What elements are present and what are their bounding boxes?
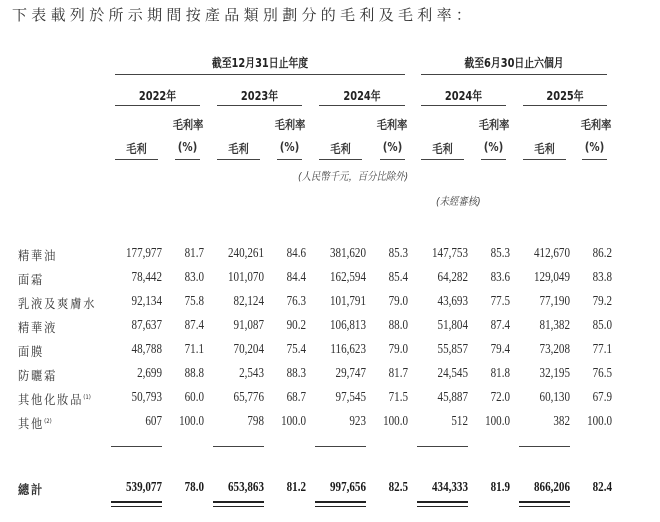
row-label (18, 318, 57, 336)
gross-profit-cell: 2,699 (137, 365, 162, 380)
row-label (18, 342, 44, 360)
row-label-text: 面霜 (18, 272, 45, 287)
gross-profit-cell: 50,793 (131, 389, 162, 404)
gross-profit-cell: 60,130 (539, 389, 570, 404)
subheader-rule (217, 159, 260, 160)
year-header-2022: 2022年 (138, 89, 177, 103)
total-value: 997,656 (330, 479, 366, 494)
gross-profit-cell: 512 (451, 413, 468, 428)
gross-margin-cell: 72.0 (490, 389, 510, 404)
gross-margin-cell: 85.4 (388, 269, 408, 284)
footnote-marker: (1) (83, 394, 91, 401)
gross-profit-cell: 45,887 (437, 389, 468, 404)
margin-header-bottom: (%) (584, 140, 605, 154)
gross-profit-header: 毛利 (432, 142, 453, 156)
gross-margin-cell: 81.7 (184, 245, 204, 260)
row-label (18, 246, 57, 264)
gross-margin-cell: 71.1 (184, 341, 204, 356)
gross-margin-cell: 83.6 (490, 269, 510, 284)
margin-header-bottom: (%) (382, 140, 403, 154)
gross-margin-cell: 83.0 (184, 269, 204, 284)
gross-profit-cell: 65,776 (233, 389, 264, 404)
year-header-2024-h1: 2024年 (444, 89, 483, 103)
group-rule-six-months (421, 74, 607, 75)
gross-margin-cell: 87.4 (490, 317, 510, 332)
gross-profit-cell: 923 (349, 413, 366, 428)
unaudited-note: (未經審核) (436, 195, 481, 208)
gross-profit-cell: 64,282 (437, 269, 468, 284)
gross-profit-cell: 91,087 (233, 317, 264, 332)
gross-margin-cell: 85.0 (592, 317, 612, 332)
gross-profit-cell: 798 (247, 413, 264, 428)
total-value: 78.0 (184, 479, 204, 494)
gross-margin-cell: 85.3 (388, 245, 408, 260)
gross-margin-cell: 79.0 (388, 341, 408, 356)
row-label-text: 面膜 (18, 344, 45, 359)
total-label: 總計 (18, 482, 45, 497)
gross-profit-cell: 240,261 (228, 245, 264, 260)
gross-margin-cell: 71.5 (388, 389, 408, 404)
year-header-2025-h1: 2025年 (546, 89, 584, 103)
margin-header-top: 毛利率 (274, 118, 306, 132)
gross-margin-cell: 67.9 (592, 389, 612, 404)
year-rule (421, 105, 506, 106)
footnote-marker: (2) (44, 418, 52, 425)
gross-margin-cell: 100.0 (587, 413, 612, 428)
year-header-2024-fy: 2024年 (343, 89, 381, 103)
margin-header-bottom: (%) (177, 140, 198, 154)
gross-profit-header: 毛利 (330, 142, 351, 156)
gross-profit-cell: 147,753 (432, 245, 468, 260)
subheader-rule (175, 159, 200, 160)
gross-margin-cell: 79.2 (592, 293, 612, 308)
subheader-rule (277, 159, 302, 160)
total-value: 82.5 (388, 479, 408, 494)
gross-margin-cell: 83.8 (592, 269, 612, 284)
gross-profit-cell: 382 (553, 413, 570, 428)
subheader-rule (319, 159, 362, 160)
gross-profit-cell: 70,204 (233, 341, 264, 356)
gross-profit-cell: 82,124 (233, 293, 264, 308)
margin-header-top: 毛利率 (580, 118, 612, 132)
gross-profit-cell: 48,788 (131, 341, 162, 356)
gross-margin-cell: 77.1 (592, 341, 612, 356)
gross-margin-cell: 100.0 (485, 413, 510, 428)
group-header-six-months: 截至6月30日止六個月 (464, 56, 564, 70)
gross-profit-cell: 87,637 (131, 317, 162, 332)
subheader-rule (582, 159, 607, 160)
gross-margin-cell: 75.8 (184, 293, 204, 308)
subheader-rule (523, 159, 566, 160)
gross-profit-header: 毛利 (126, 142, 147, 156)
gross-margin-cell: 84.4 (286, 269, 306, 284)
row-label-text: 精華液 (18, 320, 58, 335)
total-value: 653,863 (228, 479, 264, 494)
gross-profit-cell: 2,543 (239, 365, 264, 380)
intro-text: 下表載列於所示期間按產品類別劃分的毛利及毛利率： (12, 6, 476, 24)
gross-profit-cell: 29,747 (335, 365, 366, 380)
gross-profit-cell: 97,545 (335, 389, 366, 404)
gross-profit-cell: 77,190 (539, 293, 570, 308)
gross-margin-cell: 100.0 (281, 413, 306, 428)
row-label (18, 414, 52, 432)
gross-margin-cell: 90.2 (286, 317, 306, 332)
gross-margin-cell: 76.5 (592, 365, 612, 380)
gross-margin-cell: 79.0 (388, 293, 408, 308)
total-value: 82.4 (592, 479, 612, 494)
gross-margin-cell: 100.0 (179, 413, 204, 428)
gross-profit-cell: 32,195 (539, 365, 570, 380)
margin-header-top: 毛利率 (376, 118, 408, 132)
year-rule (217, 105, 302, 106)
total-double-rule (213, 501, 264, 507)
subtotal-rule (111, 446, 162, 447)
margin-header-top: 毛利率 (172, 118, 204, 132)
subheader-rule (421, 159, 464, 160)
gross-margin-cell: 86.2 (592, 245, 612, 260)
row-label (18, 294, 96, 312)
row-label-text: 其他化妝品 (18, 392, 84, 407)
row-label-text: 精華油 (18, 248, 58, 263)
subtotal-rule (519, 446, 570, 447)
gross-margin-cell: 75.4 (286, 341, 306, 356)
currency-note: (人民幣千元，百分比除外) (298, 170, 409, 183)
gross-profit-cell: 101,791 (330, 293, 366, 308)
gross-profit-cell: 55,857 (437, 341, 468, 356)
gross-margin-cell: 88.8 (184, 365, 204, 380)
gross-profit-cell: 92,134 (131, 293, 162, 308)
gross-margin-cell: 76.3 (286, 293, 306, 308)
total-double-rule (315, 501, 366, 507)
row-label (18, 366, 57, 384)
gross-margin-cell: 79.4 (490, 341, 510, 356)
subheader-rule (481, 159, 506, 160)
gross-profit-cell: 78,442 (131, 269, 162, 284)
total-value: 434,333 (432, 479, 468, 494)
total-value: 539,077 (126, 479, 162, 494)
gross-margin-cell: 88.0 (388, 317, 408, 332)
total-value: 866,206 (534, 479, 570, 494)
subtotal-rule (315, 446, 366, 447)
gross-profit-cell: 607 (145, 413, 162, 428)
gross-margin-cell: 68.7 (286, 389, 306, 404)
subheader-rule (115, 159, 158, 160)
gross-profit-cell: 106,813 (330, 317, 366, 332)
row-label (18, 390, 91, 408)
gross-profit-cell: 24,545 (437, 365, 468, 380)
gross-profit-cell: 129,049 (534, 269, 570, 284)
gross-profit-cell: 162,594 (330, 269, 366, 284)
row-label (18, 270, 44, 288)
subheader-rule (380, 159, 405, 160)
group-rule-fiscal-year (115, 74, 405, 75)
gross-margin-cell: 85.3 (490, 245, 510, 260)
group-header-fiscal-year: 截至12月31日止年度 (211, 56, 309, 70)
total-double-rule (111, 501, 162, 507)
gross-margin-cell: 60.0 (184, 389, 204, 404)
subtotal-rule (213, 446, 264, 447)
gross-margin-cell: 81.8 (490, 365, 510, 380)
subtotal-rule (417, 446, 468, 447)
gross-profit-cell: 101,070 (228, 269, 264, 284)
gross-profit-cell: 412,670 (534, 245, 570, 260)
gross-margin-cell: 81.7 (388, 365, 408, 380)
gross-profit-cell: 116,623 (330, 341, 366, 356)
gross-margin-cell: 87.4 (184, 317, 204, 332)
gross-profit-header: 毛利 (534, 142, 555, 156)
gross-margin-cell: 84.6 (286, 245, 306, 260)
gross-profit-cell: 381,620 (330, 245, 366, 260)
row-label-text: 乳液及爽膚水 (18, 296, 97, 311)
year-rule (523, 105, 607, 106)
gross-margin-cell: 100.0 (383, 413, 408, 428)
row-label-text: 防曬霜 (18, 368, 58, 383)
gross-profit-cell: 81,382 (539, 317, 570, 332)
total-value: 81.9 (490, 479, 510, 494)
margin-header-top: 毛利率 (478, 118, 510, 132)
total-double-rule (417, 501, 468, 507)
row-label-text: 其他 (18, 416, 45, 431)
gross-profit-cell: 73,208 (539, 341, 570, 356)
margin-header-bottom: (%) (279, 140, 300, 154)
margin-header-bottom: (%) (483, 140, 504, 154)
gross-profit-header: 毛利 (228, 142, 249, 156)
gross-profit-cell: 51,804 (437, 317, 468, 332)
gross-margin-cell: 88.3 (286, 365, 306, 380)
total-value: 81.2 (286, 479, 306, 494)
gross-profit-cell: 43,693 (437, 293, 468, 308)
year-rule (319, 105, 405, 106)
gross-profit-cell: 177,977 (126, 245, 162, 260)
year-header-2023: 2023年 (240, 89, 279, 103)
year-rule (115, 105, 200, 106)
total-double-rule (519, 501, 570, 507)
gross-margin-cell: 77.5 (490, 293, 510, 308)
